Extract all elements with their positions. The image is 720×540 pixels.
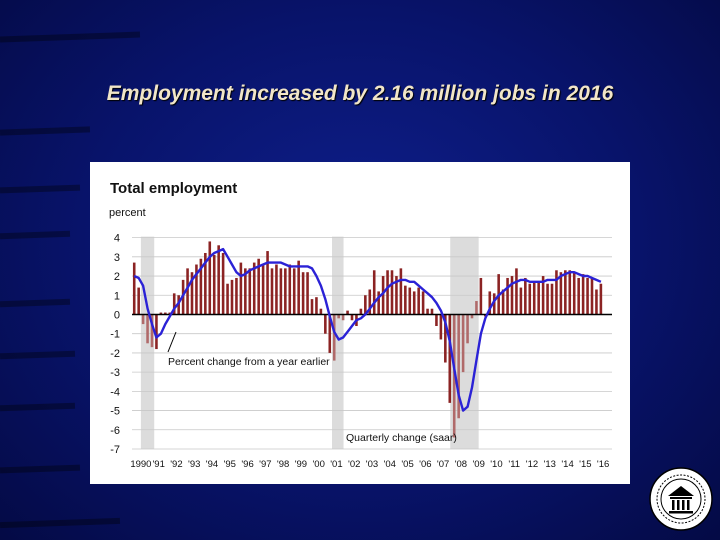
quarterly-bar <box>404 286 407 315</box>
x-tick-label: '07 <box>436 459 450 470</box>
quarterly-bar <box>595 289 598 314</box>
quarterly-bar <box>537 282 540 315</box>
x-tick-label: '01 <box>330 459 343 470</box>
x-tick-label: '97 <box>259 459 272 470</box>
quarterly-bar <box>275 265 278 315</box>
quarterly-bar <box>475 301 478 314</box>
x-tick-labels-group <box>130 459 609 470</box>
quarterly-bar <box>435 314 438 326</box>
y-tick-label: 1 <box>113 290 120 303</box>
x-tick-label: '99 <box>294 459 308 470</box>
quarterly-bar <box>351 314 354 320</box>
x-tick-label: '03 <box>365 459 379 470</box>
quarterly-bar <box>440 314 443 339</box>
quarterly-bar <box>302 272 305 314</box>
quarterly-bar <box>324 314 327 333</box>
x-tick-label: '09 <box>472 459 485 470</box>
x-tick-label: '96 <box>241 459 254 470</box>
quarterly-bar <box>528 284 531 315</box>
quarterly-bar <box>515 268 518 314</box>
x-tick-label: '93 <box>188 459 201 470</box>
x-tick-label: '98 <box>276 459 290 470</box>
quarterly-bar <box>146 314 149 343</box>
quarterly-bar <box>240 263 243 315</box>
quarterly-bar <box>591 278 594 315</box>
quarterly-bar <box>560 272 563 314</box>
quarterly-bar <box>222 253 225 314</box>
quarterly-bar <box>413 291 416 314</box>
y-tick-label: -2 <box>110 347 120 360</box>
quarterly-bars-group <box>133 241 602 437</box>
y-tick-label: -3 <box>110 367 120 380</box>
quarterly-bar <box>391 270 394 314</box>
quarterly-bar <box>311 299 314 314</box>
y-tick-label: -1 <box>110 328 120 341</box>
y-tick-label: -6 <box>110 424 120 437</box>
quarterly-bar <box>511 276 514 314</box>
quarterly-bar <box>582 274 585 314</box>
background-streak <box>0 32 140 43</box>
y-tick-label: 4 <box>113 232 120 245</box>
quarterly-bar <box>248 268 251 314</box>
quarterly-bar <box>226 284 229 315</box>
quarterly-bar <box>426 309 429 315</box>
x-tick-label: '95 <box>223 459 236 470</box>
quarterly-bar <box>408 288 411 315</box>
quarterly-bar <box>271 268 274 314</box>
x-tick-label: '13 <box>543 459 556 470</box>
quarterly-bar <box>137 288 140 315</box>
quarterly-bar <box>480 278 483 315</box>
annotation-quarterly-label: Quarterly change (saar) <box>346 432 457 444</box>
background-streak <box>0 465 80 474</box>
quarterly-bar <box>266 251 269 314</box>
chart-title: Total employment <box>110 180 238 197</box>
quarterly-bar <box>284 268 287 314</box>
x-tick-label: '10 <box>490 459 503 470</box>
quarterly-bar <box>217 245 220 314</box>
quarterly-bar <box>320 309 323 315</box>
quarterly-bar <box>400 268 403 314</box>
quarterly-bar <box>551 284 554 315</box>
x-tick-label: '06 <box>419 459 432 470</box>
quarterly-bar <box>133 263 136 315</box>
quarterly-bar <box>293 268 296 314</box>
y-tick-label: 3 <box>113 251 120 264</box>
quarterly-bar <box>288 265 291 315</box>
background-streak <box>0 351 75 360</box>
quarterly-bar <box>577 278 580 315</box>
quarterly-bar <box>431 309 434 315</box>
quarterly-bar <box>253 263 256 315</box>
annotation-yoy-label: Percent change from a year earlier <box>168 356 330 368</box>
quarterly-bar <box>462 314 465 372</box>
quarterly-bar <box>533 282 536 315</box>
x-tick-label: '11 <box>508 459 521 470</box>
quarterly-bar <box>457 314 460 418</box>
x-tick-label: '92 <box>170 459 183 470</box>
x-tick-label: '04 <box>383 459 396 470</box>
chart-panel <box>90 162 630 484</box>
x-tick-label: '16 <box>596 459 610 470</box>
y-tick-label: -4 <box>110 386 120 399</box>
quarterly-bar <box>231 280 234 315</box>
x-tick-label: '08 <box>454 459 468 470</box>
quarterly-bar <box>297 261 300 315</box>
quarterly-bar <box>546 284 549 315</box>
quarterly-bar <box>386 270 389 314</box>
quarterly-bar <box>568 270 571 314</box>
quarterly-bar <box>600 284 603 315</box>
background-streak <box>0 518 120 528</box>
quarterly-bar <box>524 278 527 315</box>
quarterly-bar <box>360 309 363 315</box>
background-streak <box>0 403 75 412</box>
background-streak <box>0 299 70 307</box>
quarterly-bar <box>333 314 336 360</box>
quarterly-bar <box>466 314 469 343</box>
quarterly-bar <box>573 272 576 314</box>
x-tick-label: '12 <box>525 459 539 470</box>
x-tick-label: '91 <box>152 459 165 470</box>
quarterly-bar <box>315 297 318 314</box>
x-tick-label: 1990 <box>130 459 152 470</box>
quarterly-bar <box>555 270 558 314</box>
quarterly-bar <box>520 288 523 315</box>
background-streak <box>0 185 80 194</box>
quarterly-bar <box>506 278 509 315</box>
quarterly-bar <box>342 314 345 320</box>
quarterly-bar <box>213 255 216 315</box>
x-tick-label: '00 <box>312 459 325 470</box>
quarterly-bar <box>417 288 420 315</box>
quarterly-bar <box>448 314 451 402</box>
quarterly-bar <box>262 265 265 315</box>
quarterly-bar <box>235 278 238 315</box>
x-tick-label: '02 <box>348 459 361 470</box>
quarterly-bar <box>142 314 145 324</box>
x-tick-label: '15 <box>579 459 592 470</box>
seal-logo <box>648 466 714 532</box>
y-tick-labels-group <box>110 233 120 456</box>
quarterly-bar <box>306 272 309 314</box>
quarterly-bar <box>280 268 283 314</box>
y-axis-unit-label: percent <box>109 207 146 219</box>
slide-title: Employment increased by 2.16 million jobs in 2016 <box>106 82 614 105</box>
grid-lines-group <box>132 238 612 449</box>
quarterly-bar <box>208 241 211 314</box>
y-tick-label: -5 <box>110 405 120 418</box>
annotation-leader-line <box>168 332 176 352</box>
background-streak <box>0 231 70 239</box>
x-tick-label: '05 <box>401 459 414 470</box>
quarterly-bar <box>373 270 376 314</box>
y-tick-label: 2 <box>113 271 120 284</box>
employment-chart <box>90 162 630 484</box>
quarterly-bar <box>422 291 425 314</box>
y-tick-label: 0 <box>113 309 120 322</box>
x-tick-label: '14 <box>561 459 574 470</box>
quarterly-bar <box>564 270 567 314</box>
y-tick-label: -7 <box>110 444 120 456</box>
quarterly-bar <box>586 278 589 315</box>
background-streak <box>0 126 90 135</box>
x-tick-label: '94 <box>205 459 219 470</box>
